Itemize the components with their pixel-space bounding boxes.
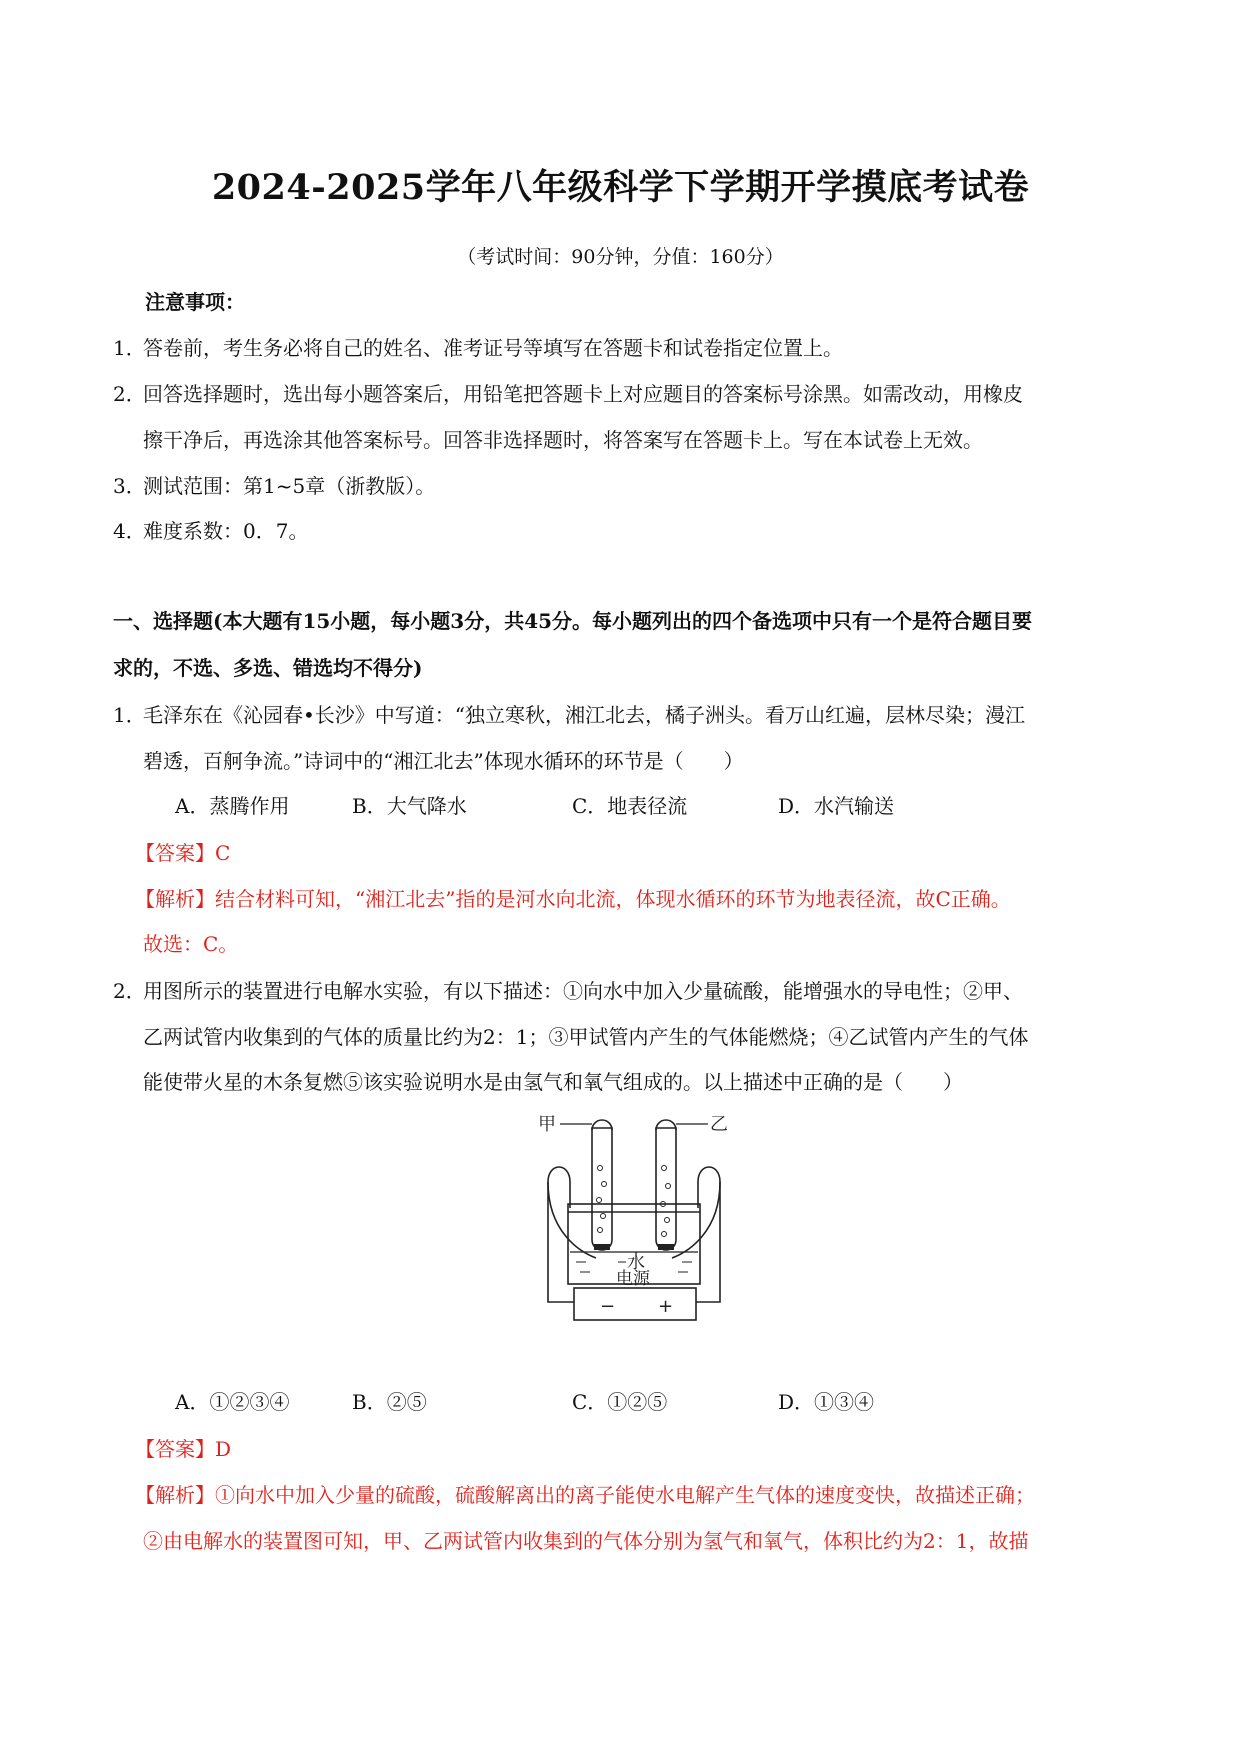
q1-option-c: C．地表径流	[572, 794, 688, 818]
notes-heading: 注意事项：	[145, 290, 245, 314]
question-number: 1．	[113, 703, 146, 727]
q1-analysis	[135, 885, 1011, 913]
q1-analysis-end: 故选：C。	[143, 932, 239, 956]
electrode-left	[594, 1244, 610, 1250]
q2-answer	[135, 1435, 231, 1463]
tube-yi	[656, 1128, 676, 1250]
label-power: 电源	[616, 1269, 650, 1289]
power-supply	[574, 1288, 696, 1320]
answer-label: 【答案】	[135, 841, 215, 865]
electrode-right	[658, 1244, 674, 1250]
note-item-1	[113, 334, 843, 362]
note-item-2-cont: 擦干净后，再选涂其他答案标号。回答非选择题时，将答案写在答题卡上。写在本试卷上无效。	[143, 428, 983, 452]
note-number: 1．	[113, 336, 146, 360]
electrolysis-diagram	[530, 1112, 740, 1348]
section-heading-line2: 求的，不选、多选、错选均不得分)	[113, 656, 423, 680]
q2-option-a: A．①②③④	[175, 1390, 290, 1414]
q2-option-d: D．①③④	[778, 1390, 875, 1414]
analysis-text: 结合材料可知，“湘江北去”指的是河水向北流，体现水循环的环节为地表径流，故C正确。	[215, 887, 1011, 911]
note-text: 答卷前，考生务必将自己的姓名、准考证号等填写在答题卡和试卷指定位置上。	[143, 336, 843, 360]
q2-option-b: B．②⑤	[352, 1390, 427, 1414]
question-number: 2．	[113, 979, 146, 1003]
exam-subtitle: （考试时间：90分钟，分值：160分）	[457, 246, 784, 268]
section-heading-line1: 一、选择题(本大题有15小题，每小题3分，共45分。每小题列出的四个备选项中只有一个是符合题目要	[113, 609, 1033, 633]
note-item-3	[113, 472, 435, 500]
q2-stem-line1	[113, 977, 1023, 1005]
q1-option-b: B．大气降水	[352, 794, 467, 818]
q1-option-a: A．蒸腾作用	[175, 794, 290, 818]
q2-stem-line3: 能使带火星的木条复燃⑤该实验说明水是由氢气和氧气组成的。以上描述中正确的是（ ）	[143, 1070, 963, 1094]
q2-analysis-line2: ②由电解水的装置图可知，甲、乙两试管内收集到的气体分别为氢气和氧气，体积比约为2：1，故描	[143, 1529, 1029, 1553]
q1-answer	[135, 839, 230, 867]
note-number: 4．	[113, 519, 146, 543]
note-text: 回答选择题时，选出每小题答案后，用铅笔把答题卡上对应题目的答案标号涂黑。如需改动，用橡皮	[143, 382, 1023, 406]
q2-option-c: C．①②⑤	[572, 1390, 668, 1414]
q1-stem-line1	[113, 701, 1025, 729]
analysis-label: 【解析】	[135, 887, 215, 911]
q2-stem-line2: 乙两试管内收集到的气体的质量比约为2：1；③甲试管内产生的气体能燃烧；④乙试管内产生的气体	[143, 1025, 1029, 1049]
analysis-label: 【解析】	[135, 1483, 215, 1507]
analysis-text: ①向水中加入少量的硫酸，硫酸解离出的离子能使水电解产生气体的速度变快，故描述正确；	[215, 1483, 1035, 1507]
note-number: 2．	[113, 382, 146, 406]
exam-title: 2024-2025学年八年级科学下学期开学摸底考试卷	[211, 167, 1030, 208]
q1-option-d: D．水汽输送	[778, 794, 895, 818]
label-water: 水	[627, 1252, 645, 1273]
note-item-2	[113, 380, 1023, 408]
answer-value: C	[215, 841, 231, 865]
note-item-4	[113, 517, 308, 545]
label-yi: 乙	[710, 1114, 728, 1135]
label-minus: −	[600, 1296, 616, 1317]
note-number: 3．	[113, 474, 146, 498]
label-jia: 甲	[538, 1114, 556, 1135]
q2-stem-text: 用图所示的装置进行电解水实验，有以下描述：①向水中加入少量硫酸，能增强水的导电性；②甲、	[143, 979, 1023, 1003]
note-text: 难度系数：0．7。	[143, 519, 309, 543]
answer-label: 【答案】	[135, 1437, 215, 1461]
answer-value: D	[215, 1437, 232, 1461]
note-text: 测试范围：第1~5章（浙教版）。	[143, 474, 436, 498]
q2-analysis	[135, 1481, 1035, 1509]
label-plus: +	[658, 1296, 674, 1317]
q1-stem-text: 毛泽东在《沁园春•长沙》中写道：“独立寒秋，湘江北去，橘子洲头。看万山红遍，层林尽染；漫江	[143, 703, 1026, 727]
q1-stem-line2: 碧透，百舸争流。”诗词中的“湘江北去”体现水循环的环节是（ ）	[143, 749, 744, 773]
